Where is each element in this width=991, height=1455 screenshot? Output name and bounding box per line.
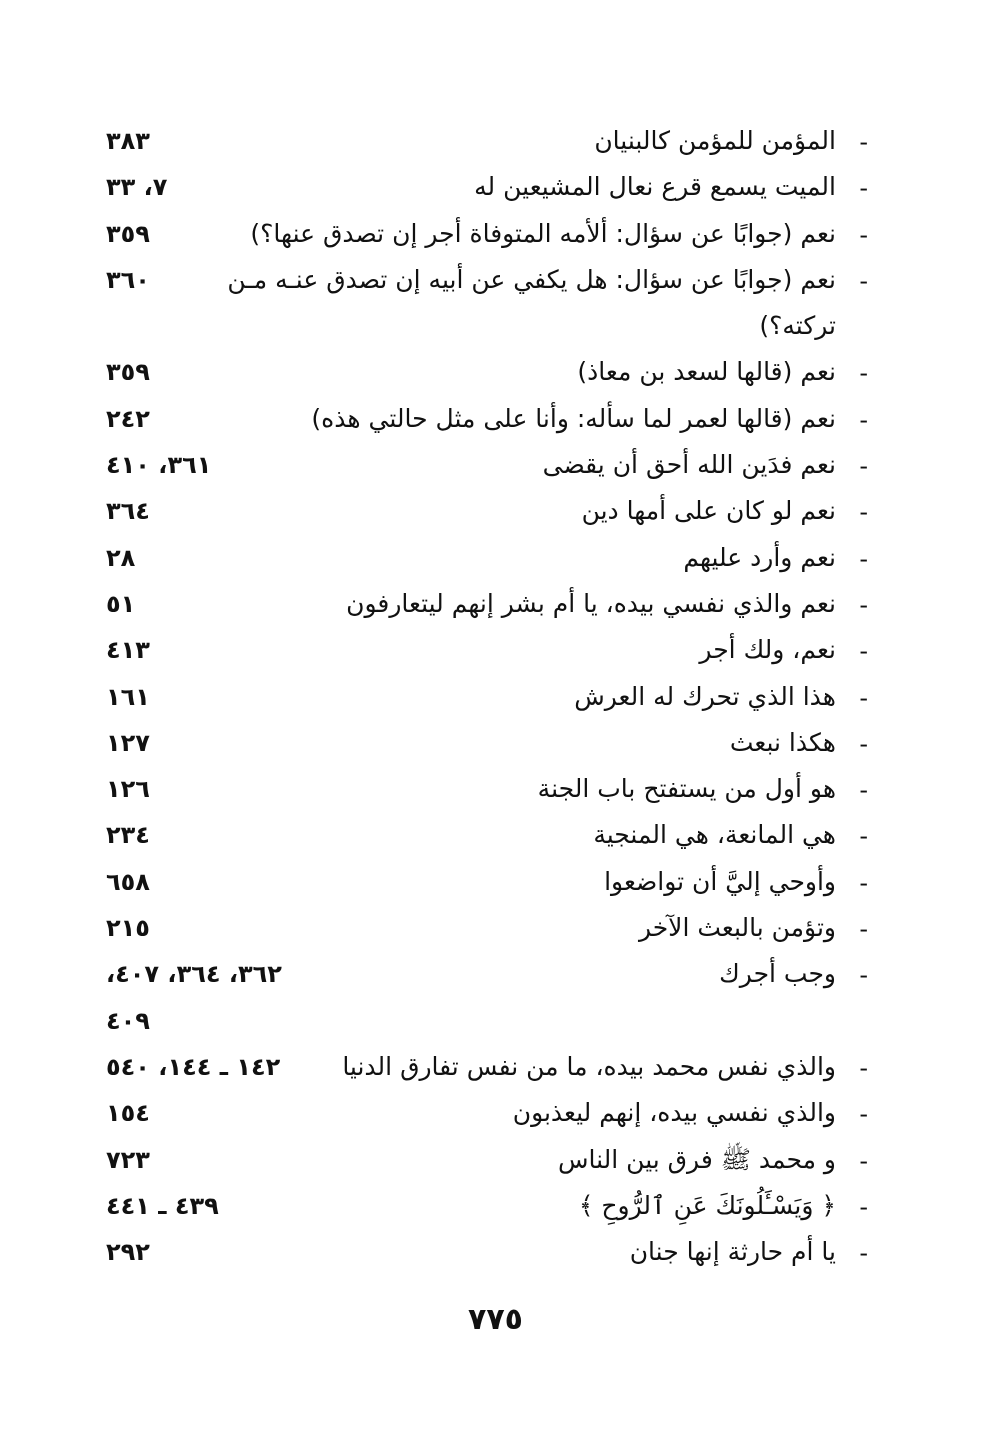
entry-dash: - [859,683,868,712]
entry-text: تركته؟) [759,311,836,341]
entry-text: وجب أجرك [719,959,836,989]
entry-pages: ٢٩٢ [106,1238,150,1267]
index-entry [100,952,880,998]
index-entry [100,675,880,721]
entry-pages: ٣٥٩ [106,219,150,248]
index-entry [100,165,880,211]
entry-pages: ٧٢٣ [106,1145,150,1174]
entry-dash: - [859,1053,868,1082]
index-entry [100,536,880,582]
entry-dash: - [859,637,868,666]
entry-pages: ٢٨ [106,543,136,572]
index-entry [100,489,880,535]
entry-text: هو أول من يستفتح باب الجنة [537,774,836,804]
entry-text: وأوحي إليَّ أن تواضعوا [604,866,836,896]
index-entry [100,582,880,628]
index-entry [100,628,880,674]
entry-dash: - [859,359,868,388]
entry-pages: ١٤٢ ـ ١٤٤، ٥٤٠ [106,1052,281,1081]
entry-text: نعم والذي نفسي بيده، يا أم بشر إنهم ليتعارفون [346,588,836,618]
index-entry [100,1184,880,1230]
entry-dash: - [859,266,868,295]
entry-dash: - [859,729,868,758]
entry-pages: ٣٦٠ [106,265,150,294]
entry-pages: ٣٨٣ [106,127,150,155]
entry-dash: - [859,405,868,434]
entry-text: نعم وأرد عليهم [683,542,836,572]
entry-text: هي المانعة، هي المنجية [593,820,836,850]
index-entry-continuation [100,999,880,1045]
entry-pages: ١٢٧ [106,728,150,757]
entry-text: يا أم حارثة إنها جنان [629,1237,836,1267]
entry-text: هكذا نبعث [729,727,836,757]
page-number: ٧٧٥ [468,1302,523,1337]
index-entry [100,1230,880,1276]
entry-text: والذي نفسي بيده، إنهم ليعذبون [512,1098,836,1128]
entry-dash: - [859,174,868,203]
entry-text: وتؤمن بالبعث الآخر [638,913,836,943]
entry-pages: ٤٠٩ [106,1006,150,1035]
index-entry [100,443,880,489]
entry-pages: ١٥٤ [106,1099,150,1128]
entry-text: نعم (قالها لسعد بن معاذ) [577,357,836,387]
entry-dash: - [859,822,868,851]
index-entry [100,119,880,165]
entry-dash: - [859,961,868,990]
entry-dash: - [859,1239,868,1268]
entry-pages: ٣٥٩ [106,358,150,387]
hadith-index-list [100,119,880,1276]
index-entry [100,1138,880,1184]
index-entry [100,813,880,859]
index-entry [100,397,880,443]
entry-pages: ٤١٣ [106,636,150,665]
entry-pages: ٥١ [106,589,136,618]
entry-text: هذا الذي تحرك له العرش [574,681,836,711]
entry-text: والذي نفس محمد بيده، ما من نفس تفارق الدنيا [342,1051,836,1081]
entry-text: نعم، ولك أجر [699,635,836,665]
index-entry [100,258,880,304]
entry-dash: - [859,590,868,619]
index-entry [100,767,880,813]
index-entry [100,1091,880,1137]
index-entry [100,1045,880,1091]
index-entry [100,860,880,906]
entry-pages: ٤٣٩ ـ ٤٤١ [106,1191,219,1220]
entry-text: نعم (جوابًا عن سؤال: ألأمه المتوفاة أجر إن تصدق عنها؟) [250,218,836,248]
index-entry [100,906,880,952]
entry-text: نعم فدَين الله أحق أن يقضى [542,450,836,480]
entry-dash: - [859,544,868,573]
entry-text: نعم (جوابًا عن سؤال: هل يكفي عن أبيه إن تصدق عنـه مـن [227,264,836,294]
entry-text: نعم لو كان على أمها دين [581,496,836,526]
entry-dash: - [859,1146,868,1175]
entry-text: المؤمن للمؤمن كالبنيان [594,126,836,155]
entry-dash: - [859,1100,868,1129]
entry-dash: - [859,915,868,944]
entry-pages: ٣٦٤ [106,497,150,526]
index-entry [100,350,880,396]
entry-pages: ١٦١ [106,682,150,711]
entry-pages: ٧، ٣٣ [106,173,168,202]
entry-dash: - [859,868,868,897]
entry-dash: - [859,220,868,249]
entry-text: الميت يسمع قرع نعال المشيعين له [474,172,836,202]
entry-pages: ٣٦١، ٤١٠ [106,451,212,480]
index-entry [100,212,880,258]
entry-pages: ٢٣٤ [106,821,150,850]
index-entry [100,721,880,767]
entry-pages: ١٢٦ [106,775,150,804]
entry-text: نعم (قالها لعمر لما سأله: وأنا على مثل حالتي هذه) [311,403,836,433]
entry-dash: - [859,1192,868,1221]
index-entry-continuation [100,304,880,350]
entry-dash: - [859,128,868,156]
entry-dash: - [859,776,868,805]
entry-pages: ٢٤٢ [106,404,150,433]
entry-dash: - [859,498,868,527]
entry-text: ﴿ وَيَسْـَٔلُونَكَ عَنِ ٱلرُّوحِ ﴾ [578,1190,836,1220]
entry-pages: ٦٥٨ [106,867,150,896]
entry-pages: ٣٦٢، ٣٦٤، ٤٠٧، [106,960,282,989]
entry-dash: - [859,452,868,481]
entry-pages: ٢١٥ [106,914,150,943]
entry-text: و محمد ﷺ فرق بين الناس [557,1144,836,1174]
